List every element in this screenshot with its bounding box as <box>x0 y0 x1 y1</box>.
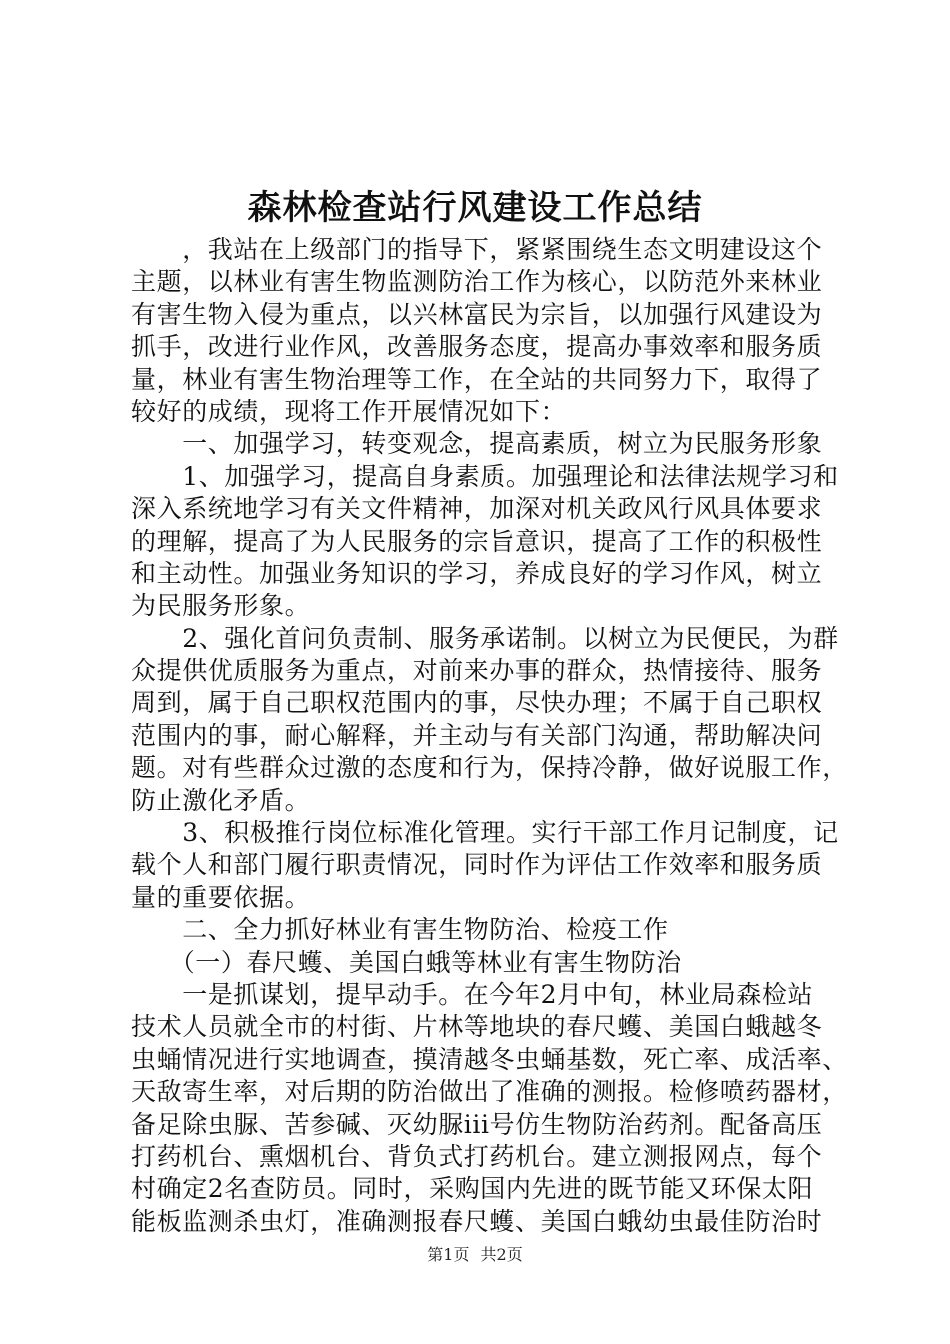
text-line: 一、加强学习，转变观念，提高素质，树立为民服务形象 <box>131 429 823 459</box>
text-line: 抓手，改进行业作风，改善服务态度，提高办事效率和服务质 <box>131 332 823 362</box>
page-number: 第1页 <box>427 1245 470 1264</box>
text-line: 防止激化矛盾。 <box>131 785 311 815</box>
text-line: 备足除虫脲、苦参碱、灭幼脲iii号仿生物防治药剂。配备高压 <box>131 1109 823 1139</box>
text-line: 天敌寄生率，对后期的防治做出了准确的测报。检修喷药器材， <box>131 1077 848 1107</box>
text-line: 能板监测杀虫灯，准确测报春尺蠖、美国白蛾幼虫最佳防治时 <box>131 1206 823 1236</box>
text-line: 的理解，提高了为人民服务的宗旨意识，提高了工作的积极性 <box>131 526 823 556</box>
text-line: 打药机台、熏烟机台、背负式打药机台。建立测报网点，每个 <box>131 1141 823 1171</box>
text-line: 2、强化首问负责制、服务承诺制。以树立为民便民，为群 <box>131 623 839 653</box>
text-line: 题。对有些群众过激的态度和行为，保持冷静，做好说服工作， <box>131 753 848 783</box>
text-line: 1、加强学习，提高自身素质。加强理论和法律法规学习和 <box>131 461 839 491</box>
text-line: 和主动性。加强业务知识的学习，养成良好的学习作风，树立 <box>131 558 823 588</box>
text-line: 虫蛹情况进行实地调查，摸清越冬虫蛹基数，死亡率、成活率、 <box>131 1044 848 1074</box>
text-line: 一是抓谋划，提早动手。在今年2月中旬，林业局森检站 <box>131 979 814 1009</box>
page-footer <box>0 1244 950 1266</box>
text-line: 二、全力抓好林业有害生物防治、检疫工作 <box>131 915 669 945</box>
page-total: 共2页 <box>480 1245 523 1264</box>
text-line: （一）春尺蠖、美国白蛾等林业有害生物防治 <box>131 947 682 977</box>
text-line: 量，林业有害生物治理等工作，在全站的共同努力下，取得了 <box>131 364 823 394</box>
text-line: 量的重要依据。 <box>131 882 311 912</box>
text-line: 村确定2名查防员。同时，采购国内先进的既节能又环保太阳 <box>131 1174 814 1204</box>
text-line: 为民服务形象。 <box>131 591 311 621</box>
text-line: ，我站在上级部门的指导下，紧紧围绕生态文明建设这个 <box>131 235 823 264</box>
document-body <box>131 234 848 1238</box>
text-line: 3、积极推行岗位标准化管理。实行干部工作月记制度，记 <box>131 818 839 848</box>
text-line: 较好的成绩，现将工作开展情况如下： <box>131 396 567 426</box>
document-title: 森林检查站行风建设工作总结 <box>247 188 703 228</box>
text-line: 技术人员就全市的村街、片林等地块的春尺蠖、美国白蛾越冬 <box>131 1012 823 1042</box>
text-line: 周到，属于自己职权范围内的事，尽快办理；不属于自己职权 <box>131 688 823 718</box>
text-line: 主题，以林业有害生物监测防治工作为核心，以防范外来林业 <box>131 267 823 297</box>
text-line: 众提供优质服务为重点，对前来办事的群众，热情接待、服务 <box>131 656 823 686</box>
text-line: 有害生物入侵为重点，以兴林富民为宗旨，以加强行风建设为 <box>131 299 823 329</box>
text-line: 载个人和部门履行职责情况，同时作为评估工作效率和服务质 <box>131 850 823 880</box>
text-line: 范围内的事，耐心解释，并主动与有关部门沟通，帮助解决问 <box>131 720 823 750</box>
text-line: 深入系统地学习有关文件精神，加深对机关政风行风具体要求 <box>131 494 823 524</box>
